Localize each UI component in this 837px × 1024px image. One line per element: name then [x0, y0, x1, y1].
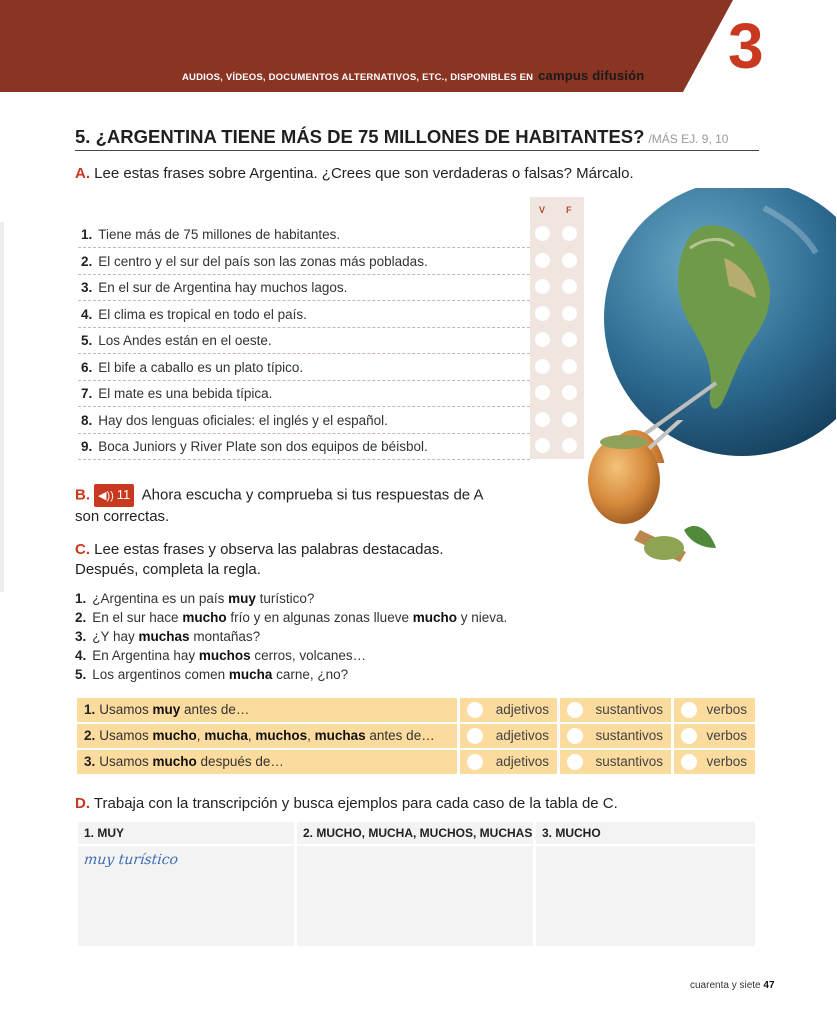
statement-text	[78, 386, 272, 401]
banner-caption: AUDIOS, VÍDEOS, DOCUMENTOS ALTERNATIVOS, ETC., DISPONIBLES EN	[182, 72, 534, 83]
part-b-letter: B.	[75, 486, 90, 504]
option-label: adjetivos	[495, 702, 549, 717]
statement-row	[78, 433, 530, 460]
sentence-text: ¿Y hay	[92, 629, 139, 644]
statement-row	[78, 301, 530, 328]
false-checkbox[interactable]	[562, 332, 577, 347]
sentence-text: ¿Argentina es un país	[92, 591, 229, 606]
rule-row-3	[77, 750, 755, 774]
statement-row	[78, 274, 530, 301]
radio-circle[interactable]	[681, 754, 697, 770]
statement-number: 6.	[81, 359, 93, 375]
false-checkbox[interactable]	[562, 253, 577, 268]
option-label: adjetivos	[495, 728, 549, 743]
statement-text	[78, 280, 347, 295]
true-checkbox[interactable]	[535, 359, 550, 374]
option-label: sustantivos	[595, 728, 663, 743]
chapter-number: 3	[728, 10, 764, 82]
statement-number: 7.	[81, 386, 93, 401]
false-checkbox[interactable]	[562, 279, 577, 294]
part-a-instruction-text: Lee estas frases sobre Argentina. ¿Crees que son verdaderas o falsas? Márcalo.	[94, 165, 634, 182]
option-label: sustantivos	[595, 754, 663, 769]
statement-number: 2.	[81, 253, 93, 269]
audio-track-button[interactable]	[94, 484, 134, 507]
rule-label	[77, 724, 457, 748]
speaker-icon: ◀))	[98, 490, 114, 502]
rule-label	[77, 698, 457, 722]
rule-text: ,	[307, 728, 315, 743]
rule-text: ,	[196, 728, 205, 743]
radio-circle[interactable]	[567, 754, 583, 770]
rule-text: Usamos	[99, 728, 153, 743]
answer-cell-mucho[interactable]	[536, 846, 755, 946]
table-header-mucho-variants: 2. MUCHO, MUCHA, MUCHOS, MUCHAS	[297, 822, 533, 844]
part-a-letter: A.	[75, 165, 90, 182]
sentence-text: frío y en algunas zonas llueve	[226, 610, 413, 625]
sentence-5	[75, 665, 507, 684]
radio-circle[interactable]	[467, 754, 483, 770]
highlight-word: mucho	[412, 610, 457, 625]
statement-text	[78, 360, 303, 375]
part-c-instruction-line1: Lee estas frases y observa las palabras destacadas.	[94, 541, 444, 558]
rule-row-2	[77, 724, 755, 748]
sentence-text: carne, ¿no?	[272, 667, 349, 682]
sentence-num: 2.	[75, 610, 87, 625]
true-checkbox[interactable]	[535, 226, 550, 241]
rule-text: Usamos	[99, 702, 153, 717]
statement-row	[78, 248, 530, 275]
false-checkbox[interactable]	[562, 438, 577, 453]
statement-text	[78, 254, 428, 269]
statement-number: 9.	[81, 439, 93, 454]
true-checkbox[interactable]	[535, 438, 550, 453]
statement-label: En el sur de Argentina hay muchos lagos.	[98, 280, 348, 295]
part-b-instruction-line1: Ahora escucha y comprueba si tus respuestas de A	[141, 486, 484, 504]
highlight-word: mucho	[182, 610, 227, 625]
highlight-word: muy	[152, 702, 181, 717]
statement-text	[78, 413, 388, 428]
statement-number: 5.	[81, 333, 93, 348]
statement-label: El mate es una bebida típica.	[98, 386, 273, 401]
rule-text: antes de…	[180, 702, 250, 717]
col-false-header: F	[566, 205, 572, 215]
statement-text	[78, 227, 340, 242]
false-checkbox[interactable]	[562, 226, 577, 241]
option-verbos[interactable]	[674, 724, 755, 748]
page-footer	[690, 980, 775, 991]
option-label: verbos	[706, 754, 747, 769]
page-number-words: cuarenta y siete	[690, 980, 761, 991]
sentence-3	[75, 627, 507, 646]
option-sustantivos[interactable]	[560, 724, 671, 748]
statement-number: 4.	[81, 306, 93, 322]
statement-label: Hay dos lenguas oficiales: el inglés y el español.	[98, 412, 388, 428]
part-d-instruction-text: Trabaja con la transcripción y busca ejemplos para cada caso de la tabla de C.	[93, 795, 618, 812]
audio-track-number: 11	[116, 487, 131, 502]
sentence-text: y nieva.	[456, 610, 508, 625]
radio-circle[interactable]	[567, 728, 583, 744]
table-header-muy: 1. MUY	[78, 822, 294, 844]
radio-circle[interactable]	[467, 728, 483, 744]
option-adjetivos[interactable]	[460, 750, 557, 774]
option-label: verbos	[706, 702, 747, 717]
true-checkbox[interactable]	[535, 253, 550, 268]
highlight-word: mucho	[152, 728, 197, 743]
sentence-text: Los argentinos comen	[92, 667, 229, 682]
sentence-num: 1.	[75, 591, 87, 606]
section-divider	[75, 150, 759, 151]
statement-label: El bife a caballo es un plato típico.	[98, 359, 304, 375]
sentence-text: cerros, volcanes…	[250, 648, 367, 663]
sentence-text: En el sur hace	[92, 610, 183, 625]
part-c-letter: C.	[75, 541, 90, 558]
statement-label: El clima es tropical en todo el país.	[98, 306, 307, 322]
highlight-word: muchas	[314, 728, 366, 743]
rule-label	[77, 750, 457, 774]
part-a-instruction	[75, 164, 634, 184]
statement-text	[78, 307, 307, 322]
left-edge-strip	[0, 222, 4, 592]
statement-text	[78, 439, 428, 454]
rule-text: antes de…	[365, 728, 435, 743]
option-sustantivos[interactable]	[560, 698, 671, 722]
highlight-word: mucha	[204, 728, 248, 743]
example-sentences	[75, 589, 507, 684]
statement-row	[78, 327, 530, 354]
sentence-num: 3.	[75, 629, 87, 644]
statement-row	[78, 221, 530, 248]
option-label: verbos	[706, 728, 747, 743]
false-checkbox[interactable]	[562, 306, 577, 321]
option-verbos[interactable]	[674, 698, 755, 722]
highlight-word: muchos	[255, 728, 308, 743]
radio-circle[interactable]	[681, 702, 697, 718]
part-d-instruction	[75, 794, 618, 814]
section-title	[75, 126, 728, 148]
rule-text: ,	[247, 728, 256, 743]
part-b-instruction	[75, 484, 484, 527]
option-label: sustantivos	[595, 702, 663, 717]
statement-row	[78, 407, 530, 434]
true-checkbox[interactable]	[535, 385, 550, 400]
option-adjetivos[interactable]	[460, 724, 557, 748]
highlight-word: mucha	[228, 667, 273, 682]
false-checkbox[interactable]	[562, 359, 577, 374]
mate-illustration	[576, 420, 716, 580]
highlight-word: mucho	[152, 754, 197, 769]
part-b-instruction-line2: son correctas.	[75, 508, 170, 525]
true-checkbox[interactable]	[535, 279, 550, 294]
rule-num: 2.	[84, 728, 96, 743]
sentence-num: 5.	[75, 667, 87, 682]
highlight-word: muy	[228, 591, 256, 606]
rule-num: 1.	[84, 702, 96, 717]
rule-text: Usamos	[99, 754, 153, 769]
sentence-text: turístico?	[255, 591, 315, 606]
part-c-instruction	[75, 540, 444, 580]
option-sustantivos[interactable]	[560, 750, 671, 774]
part-d-letter: D.	[75, 795, 90, 812]
page-number: 47	[763, 980, 775, 991]
highlight-word: muchos	[198, 648, 251, 663]
statement-row	[78, 380, 530, 407]
rule-text: después de…	[196, 754, 284, 769]
true-checkbox[interactable]	[535, 412, 550, 427]
statement-text	[78, 333, 272, 348]
statement-number: 1.	[81, 227, 93, 242]
part-c-instruction-line2: Después, completa la regla.	[75, 561, 261, 578]
statement-label: El centro y el sur del país son las zonas más pobladas.	[98, 253, 428, 269]
statement-label: Tiene más de 75 millones de habitantes.	[98, 227, 341, 242]
sentence-2	[75, 608, 507, 627]
true-checkbox[interactable]	[535, 332, 550, 347]
exercise-ref: /MÁS EJ. 9, 10	[648, 132, 729, 146]
true-checkbox[interactable]	[535, 306, 550, 321]
sentence-text: En Argentina hay	[92, 648, 199, 663]
statement-number: 3.	[81, 280, 93, 295]
radio-circle[interactable]	[567, 702, 583, 718]
table-header-mucho: 3. MUCHO	[536, 822, 755, 844]
statement-number: 8.	[81, 412, 93, 428]
section-title-text: 5. ¿ARGENTINA TIENE MÁS DE 75 MILLONES DE HABITANTES?	[75, 126, 645, 147]
rule-num: 3.	[84, 754, 96, 769]
radio-circle[interactable]	[681, 728, 697, 744]
false-checkbox[interactable]	[562, 412, 577, 427]
col-true-header: V	[539, 205, 546, 215]
statement-label: Los Andes están en el oeste.	[98, 333, 272, 348]
highlight-word: muchas	[138, 629, 190, 644]
statement-row	[78, 354, 530, 381]
statement-label: Boca Juniors y River Plate son dos equipos de béisbol.	[98, 439, 428, 454]
sentence-4	[75, 646, 507, 665]
rule-row-1	[77, 698, 755, 722]
option-label: adjetivos	[495, 754, 549, 769]
option-adjetivos[interactable]	[460, 698, 557, 722]
campus-difusion-link[interactable]: campus difusión	[538, 68, 645, 83]
banner-text	[182, 68, 644, 83]
option-verbos[interactable]	[674, 750, 755, 774]
answer-cell-mucho-variants[interactable]	[297, 846, 533, 946]
false-checkbox[interactable]	[562, 385, 577, 400]
radio-circle[interactable]	[467, 702, 483, 718]
handwritten-example: muy turístico	[83, 852, 179, 868]
sentence-num: 4.	[75, 648, 87, 663]
sentence-1	[75, 589, 507, 608]
sentence-text: montañas?	[189, 629, 261, 644]
